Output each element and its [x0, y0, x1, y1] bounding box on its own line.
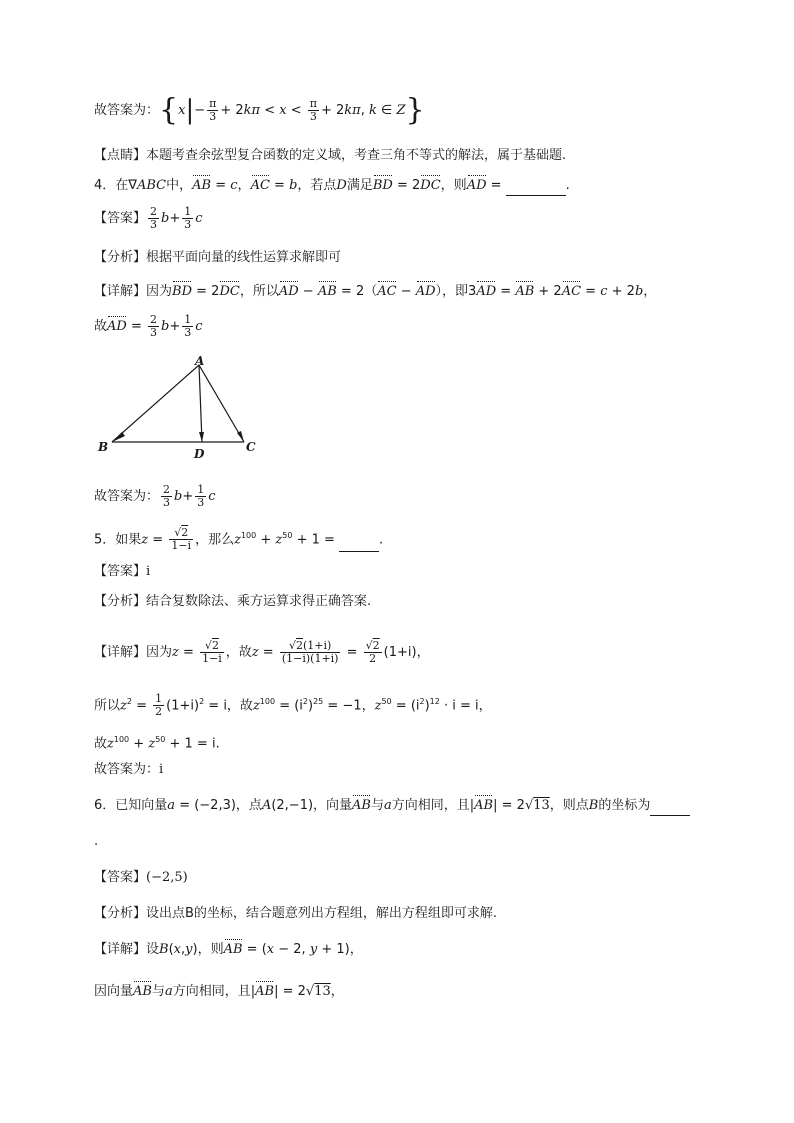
segment-ab [112, 365, 199, 442]
label-a: A [195, 355, 205, 368]
tag-dianjing: 【点睛】 [94, 148, 147, 163]
label-b: B [98, 440, 109, 454]
q6-detail-2: 因向量AB与a方向相同，且|AB| = 2√13， [94, 982, 344, 1002]
label-c: C [246, 440, 256, 454]
q5-detail-2: 所以$z^2$ = $\frac{1}{2}$ $(1+i)^2 = i$，故$z^{100} = (i^2)^{25} = -1$，$z^{50} = (i^2)^{12} \cdot i = i$， [94, 692, 492, 719]
q6-analysis: 【分析】设出点B的坐标，结合题意列出方程组，解出方程组即可求解. [94, 906, 498, 921]
segment-ac [199, 365, 244, 442]
q4-detail-1: 【详解】因为BD = 2DC，所以AD − AB = 2（AC − AD），即3AD = AB + 2AC = c + 2b， [94, 282, 656, 302]
tag-answer: 【答案】 [94, 211, 147, 226]
q5-answer: 【答案】i [94, 564, 151, 579]
q6-stem: 6．已知向量a = (−2,3)，点A(2,−1)，向量AB与a方向相同，且|AB| = 2√13，则点B的坐标为 [94, 796, 690, 816]
q5-analysis: 【分析】结合复数除法、乘方运算求得正确答案. [94, 594, 372, 609]
q3-dianjing: 【点睛】本题考查余弦型复合函数的定义域，考查三角不等式的解法，属于基础题. [94, 148, 567, 163]
q6-stem-period: . [94, 834, 99, 849]
arrow-c [237, 431, 244, 442]
q5-detail-3: 故$z^{100} + z^{50} + 1 = i$. [94, 735, 220, 752]
q6-answer: 【答案】(−2,5) [94, 870, 188, 885]
arrow-b [112, 432, 125, 442]
label-d: D [194, 447, 205, 461]
q4-answer: 【答案】 $\frac{2}{3}$ b+ $\frac{1}{3}$ c [94, 205, 203, 231]
q4-analysis: 【分析】根据平面向量的线性运算求解即可 [94, 250, 342, 265]
triangle-diagram [92, 355, 267, 465]
q5-detail-1: 【详解】因为z = $\frac{√2}{1-i}$ ，故z = $\frac{√2(1+i)}{(1-i)(1+i)}$ = $\frac{√2}{2}$ (1+i)， [94, 639, 430, 665]
segment-ad [199, 365, 202, 442]
q5-final: 故答案为：i [94, 762, 164, 777]
q4-final: 故答案为： $\frac{2}{3}$ b+ $\frac{1}{3}$ c [94, 483, 216, 509]
q6-detail-1: 【详解】设B(x,y)，则AB = (x − 2, y + 1)， [94, 940, 363, 960]
q5-stem: 5．如果z = $\frac{√2}{1-i}$ ，那么$z^{100} + z^{50} + 1$ = . [94, 526, 384, 553]
q4-stem: 4．在∇ABC中，AB = c，AC = b，若点D满足BD = 2DC，则AD = . [94, 176, 570, 196]
q4-detail-2: 故AD = $\frac{2}{3}$ b+ $\frac{1}{3}$ c [94, 313, 203, 339]
q3-final-answer: 故答案为：{x|− $\frac{\pi}{3}$ + 2kπ < x < $\frac{\pi}{3}$ + 2kπ, k ∈ Z} [94, 92, 425, 128]
